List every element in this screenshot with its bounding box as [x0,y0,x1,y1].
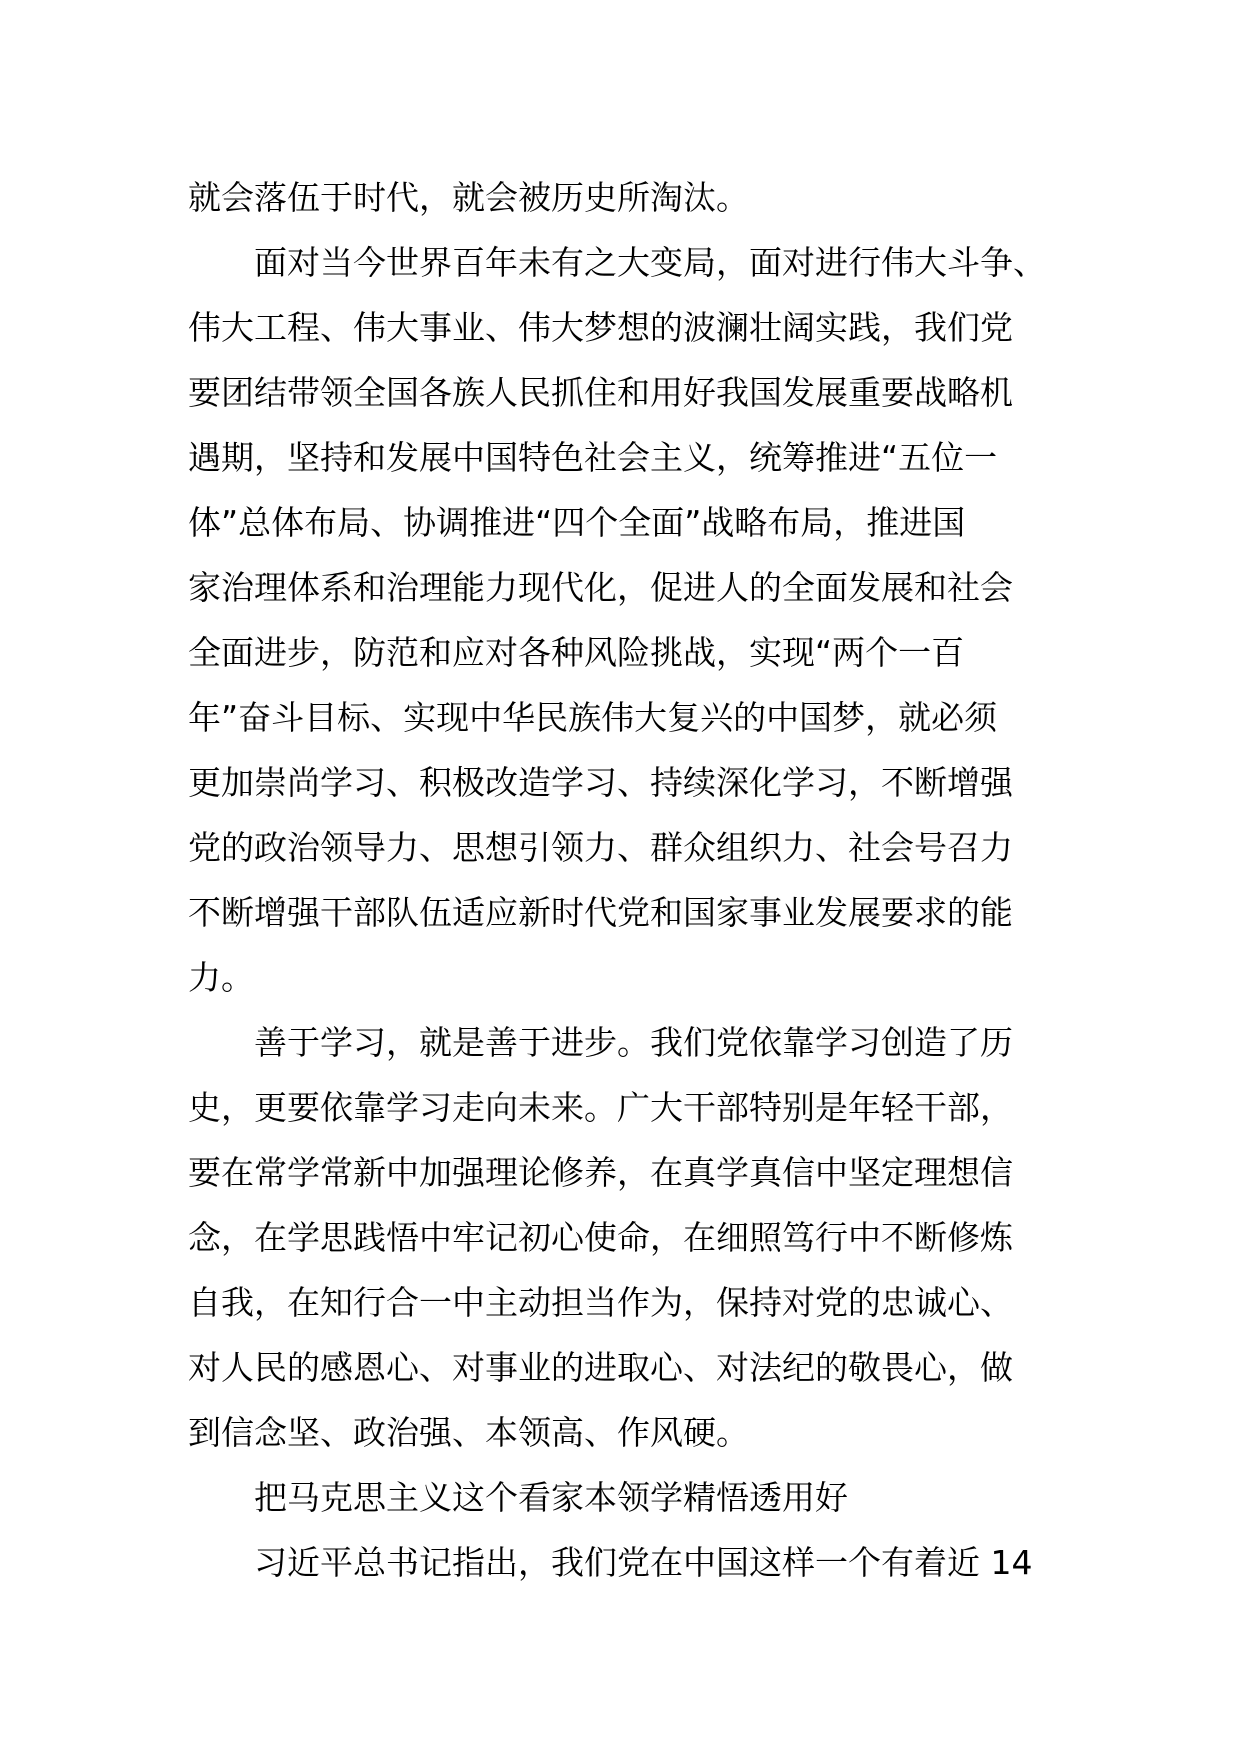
text-line: 念，在学思践悟中牢记初心使命，在细照笃行中不断修炼 [188,1218,1013,1257]
text-line: 党的政治领导力、思想引领力、群众组织力、社会号召力 [188,828,1013,867]
text-line: 要在常学常新中加强理论修养，在真学真信中坚定理想信 [188,1153,1013,1192]
text-line: 力。 [188,958,254,997]
text-line: 全面进步，防范和应对各种风险挑战，实现“两个一百 [188,633,965,672]
text-line: 自我，在知行合一中主动担当作为，保持对党的忠诚心、 [188,1283,1013,1322]
text-line: 习近平总书记指出，我们党在中国这样一个有着近 14 [254,1543,1033,1582]
text-line: 更加崇尚学习、积极改造学习、持续深化学习，不断增强 [188,763,1013,802]
text-line: 善于学习，就是善于进步。我们党依靠学习创造了历 [254,1023,1013,1062]
text-line: 伟大工程、伟大事业、伟大梦想的波澜壮阔实践，我们党 [188,308,1013,347]
document-body [188,165,1068,1595]
text-line: 不断增强干部队伍适应新时代党和国家事业发展要求的能 [188,893,1013,932]
text-line: 对人民的感恩心、对事业的进取心、对法纪的敬畏心，做 [188,1348,1013,1387]
text-line: 遇期，坚持和发展中国特色社会主义，统筹推进“五位一 [188,438,998,477]
text-line: 年”奋斗目标、实现中华民族伟大复兴的中国梦，就必须 [188,698,998,737]
text-line: 面对当今世界百年未有之大变局，面对进行伟大斗争、 [254,243,1046,282]
text-line: 体”总体布局、协调推进“四个全面”战略布局，推进国 [188,503,966,542]
text-line: 史，更要依靠学习走向未来。广大干部特别是年轻干部， [188,1088,1013,1127]
text-line: 到信念坚、政治强、本领高、作风硬。 [188,1413,749,1452]
text-line: 要团结带领全国各族人民抓住和用好我国发展重要战略机 [188,373,1013,412]
text-line: 把马克思主义这个看家本领学精悟透用好 [254,1478,848,1517]
text-line: 就会落伍于时代，就会被历史所淘汰。 [188,178,749,217]
text-line: 家治理体系和治理能力现代化，促进人的全面发展和社会 [188,568,1013,607]
